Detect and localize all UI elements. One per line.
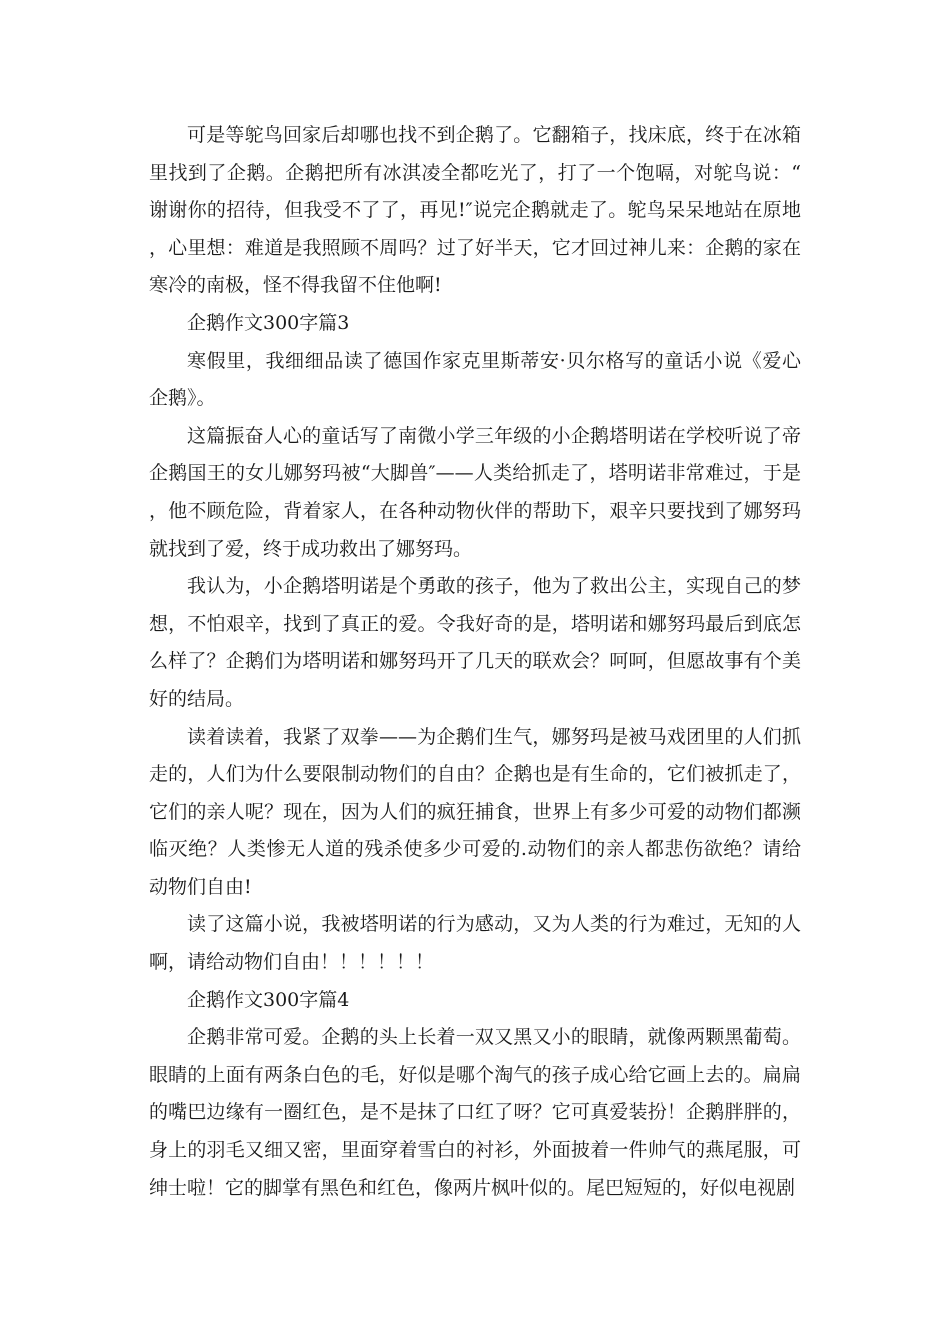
document-body <box>149 117 801 1207</box>
paragraph-reflection: 读着读着，我紧了双拳——为企鹅们生气，娜努玛是被马戏团里的人们抓走的，人们为什么要限制动物们的自由？企鹅也是有生命的，它们被抓走了，它们的亲人呢？现在，因为人们的疯狂捕食，世界上有多少可爱的动物们都濒临灭绝？人类惨无人道的残杀使多少可爱的.动物们的亲人都悲伤欲绝？请给动物们自由! <box>149 725 801 898</box>
paragraph-conclusion: 读了这篇小说，我被塔明诺的行为感动，又为人类的行为难过，无知的人啊，请给动物们自由！！！！！！ <box>149 913 801 974</box>
paragraph-penguin-description: 企鹅非常可爱。企鹅的头上长着一双又黑又小的眼睛，就像两颗黑葡萄。眼睛的上面有两条白色的毛，好似是哪个淘气的孩子成心给它画上去的。扁扁的嘴巴边缘有一圈红色，是不是抹了口红了呀？它可真爱装扮！企鹅胖胖的，身上的羽毛又细又密，里面穿着雪白的衬衫，外面披着一件帅气的燕尾服，可绅士啦！它的脚掌有黑色和红色，像两片枫叶似的。尾巴短短的，好似电视剧 <box>149 1026 801 1199</box>
paragraph-story-summary: 这篇振奋人心的童话写了南微小学三年级的小企鹅塔明诺在学校听说了帝企鹅国王的女儿娜努玛被“大脚兽″——人类给抓走了，塔明诺非常难过，于是，他不顾危险，背着家人，在各种动物伙伴的帮助下，艰辛只要找到了娜努玛就找到了爱，终于成功救出了娜努玛。 <box>149 424 801 560</box>
paragraph-opinion: 我认为，小企鹅塔明诺是个勇敢的孩子，他为了救出公主，实现自己的梦想，不怕艰辛，找到了真正的爱。令我好奇的是，塔明诺和娜努玛最后到底怎么样了？企鹅们为塔明诺和娜努玛开了几天的联欢会？呵呵，但愿故事有个美好的结局。 <box>149 575 801 710</box>
section-heading-essay-4: 企鹅作文300字篇4 <box>187 988 350 1011</box>
paragraph-ostrich-story-ending: 可是等鸵鸟回家后却哪也找不到企鹅了。它翻箱子，找床底，终于在冰箱里找到了企鹅。企鹅把所有冰淇凌全都吃光了，打了一个饱嗝，对鸵鸟说：“谢谢你的招待，但我受不了了，再见!″说完企鹅就走了。鸵鸟呆呆地站在原地，心里想：难道是我照顾不周吗？过了好半天，它才回过神儿来：企鹅的家在寒冷的南极，怪不得我留不住他啊! <box>149 124 801 297</box>
paragraph-winter-reading: 寒假里，我细细品读了德国作家克里斯蒂安·贝尔格写的童话小说《爱心企鹅》。 <box>149 349 801 410</box>
section-heading-essay-3: 企鹅作文300字篇3 <box>187 311 350 334</box>
